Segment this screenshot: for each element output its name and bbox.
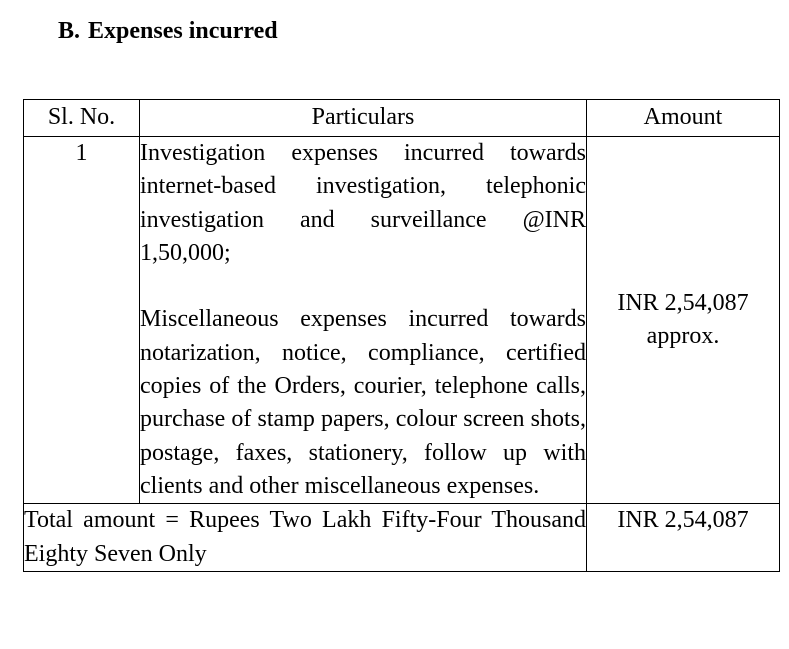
expenses-table (23, 99, 780, 572)
row-amount-note: approx. (646, 323, 720, 350)
section-heading (58, 14, 278, 48)
header-sl-no: Sl. No. (24, 100, 140, 137)
row-amount (587, 137, 780, 504)
row-amount-value: INR 2,54,087 (617, 289, 749, 316)
row-sl-no: 1 (24, 137, 140, 504)
total-label: Total amount = Rupees Two Lakh Fifty-Four Thousand Eighty Seven Only (24, 504, 587, 572)
header-amount: Amount (587, 100, 780, 137)
section-label: B. (58, 18, 81, 44)
total-row (24, 504, 780, 572)
header-particulars: Particulars (140, 100, 587, 137)
table-row (24, 137, 780, 504)
section-title: Expenses incurred (88, 18, 278, 44)
header-row (24, 100, 780, 137)
total-amount: INR 2,54,087 (587, 504, 780, 572)
row-particulars (140, 137, 587, 504)
particulars-paragraph-miscellaneous: Miscellaneous expenses incurred towards notarization, notice, compliance, certified copies of the Orders, courier, telephone calls, purchase of stamp papers, colour screen shots, postage, faxes, stationery, follow up with clients and other miscellaneous expenses. (140, 306, 586, 499)
particulars-paragraph-investigation: Investigation expenses incurred towards internet-based investigation, telephonic investigation and surveillance @INR 1,50,000; (140, 140, 586, 266)
